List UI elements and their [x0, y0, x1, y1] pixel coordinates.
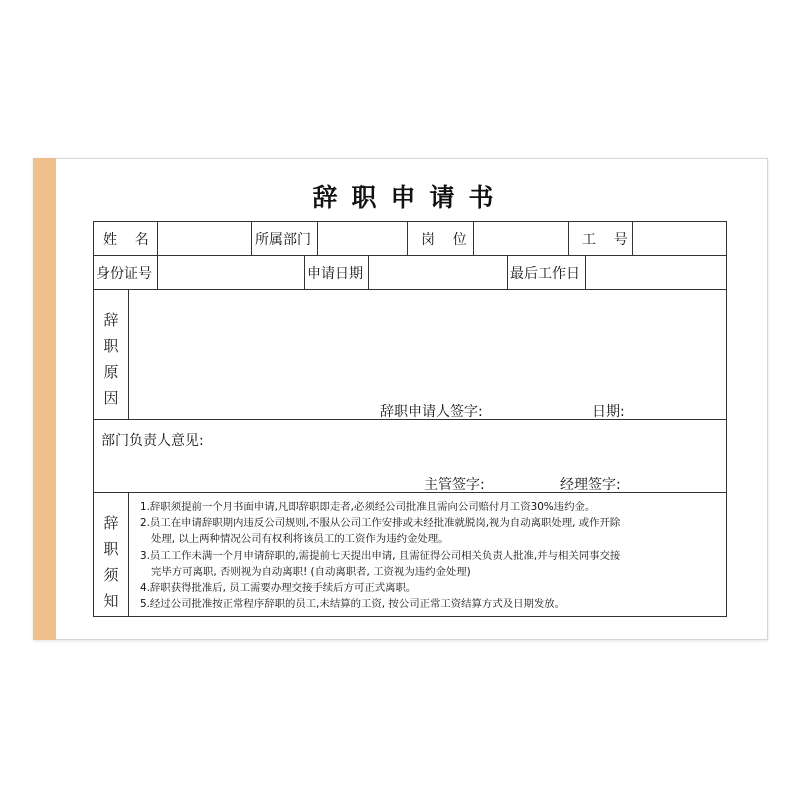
- notice-item-continued: 处理, 以上两种情况公司有权利将该员工的工资作为违约金处理。: [151, 533, 449, 546]
- notice-list: [140, 499, 725, 612]
- employee-id-field[interactable]: [633, 222, 726, 255]
- applicant-signature-label: 辞职申请人签字:: [380, 404, 483, 420]
- notice-item: 1.辞职须提前一个月书面申请,凡即辞职即走者,必须经公司批准且需向公司赔付月工资30%违约金。: [140, 501, 596, 513]
- dept-opinion-label: 部门负责人意见:: [101, 433, 204, 449]
- notice-item-continued: 完毕方可离职, 否则视为自动离职! (自动离职者, 工资视为违约金处理): [151, 565, 471, 578]
- department-label: 所属部门: [255, 232, 311, 248]
- apply-date-field[interactable]: [369, 256, 507, 289]
- id-card-field[interactable]: [158, 256, 304, 289]
- supervisor-signature-label: 主管签字:: [424, 477, 485, 493]
- notice-item: 5.经过公司批准按正常程序辞职的员工,未结算的工资, 按公司正常工资结算方式及日期发放。: [140, 598, 566, 611]
- manager-signature-label: 经理签字:: [560, 477, 621, 493]
- notice-item: 3.员工工作未满一个月申请辞职的,需提前七天提出申请, 且需征得公司相关负责人批准,并与相关同事交接: [140, 549, 621, 562]
- apply-date-label: 申请日期: [307, 266, 363, 282]
- notice-item: 2.员工在申请辞职期内违反公司规则,不服从公司工作安排或未经批准就脱岗,视为自动离职处理, 或作开除: [140, 517, 621, 530]
- dept-opinion-field[interactable]: [94, 450, 726, 470]
- name-field[interactable]: [158, 222, 251, 255]
- last-workday-label: 最后工作日: [510, 266, 580, 282]
- employee-id-label: 工 号: [582, 232, 628, 248]
- position-label: 岗 位: [421, 232, 467, 248]
- reason-field[interactable]: [129, 290, 726, 390]
- last-workday-field[interactable]: [586, 256, 726, 289]
- binding-strip: [33, 158, 56, 640]
- reason-date-label: 日期:: [592, 404, 625, 420]
- notice-item: 4.辞职获得批准后, 员工需要办理交接手续后方可正式离职。: [140, 582, 417, 595]
- reason-side-label: 辞 职 原 因: [103, 311, 119, 407]
- name-label: 姓 名: [103, 232, 149, 248]
- department-field[interactable]: [318, 222, 407, 255]
- id-card-label: 身份证号: [96, 266, 152, 282]
- notice-side-label: 辞 职 须 知: [103, 514, 119, 610]
- form-title: 辞职申请书: [312, 183, 508, 212]
- position-field[interactable]: [474, 222, 568, 255]
